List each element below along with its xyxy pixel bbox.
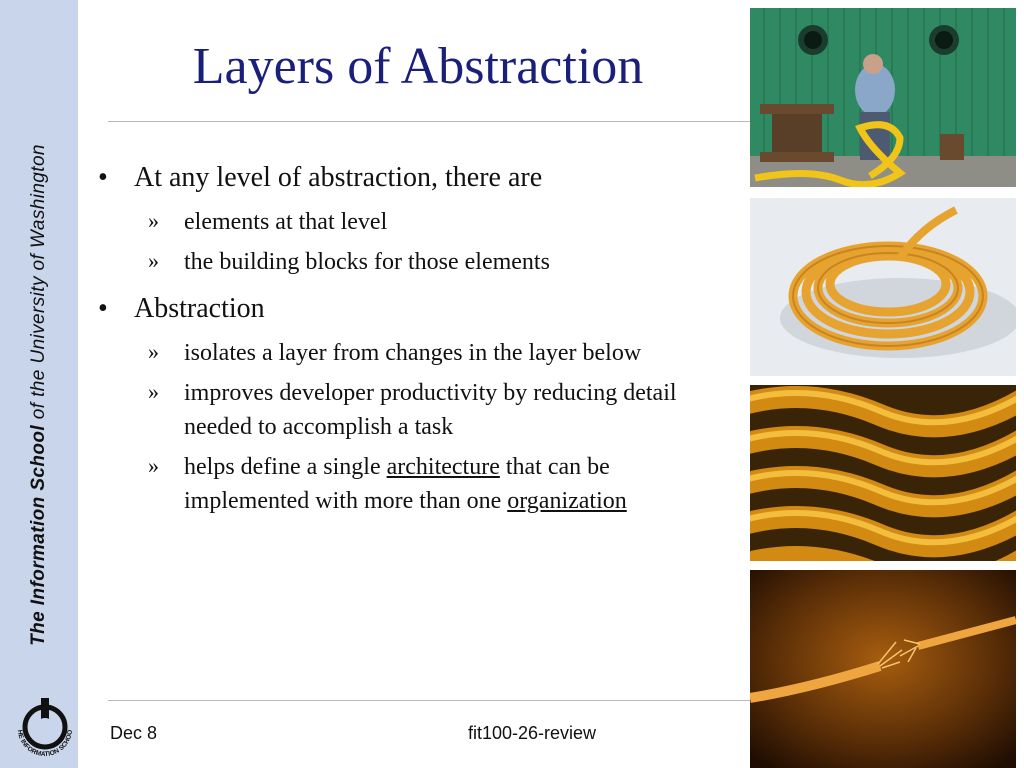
sub-item: » isolates a layer from changes in the layer below xyxy=(96,336,736,370)
svg-text:THE INFORMATION SCHOOL: HE INFORMATION SCHOO xyxy=(15,729,75,759)
rope-strands-closeup-photo xyxy=(750,385,1016,561)
architecture-link[interactable]: architecture xyxy=(386,454,500,481)
title-divider xyxy=(108,121,750,122)
sub-mark: » xyxy=(148,208,159,233)
sidebar xyxy=(0,0,78,768)
organization-link[interactable]: organization xyxy=(507,488,627,515)
sub-mark: » xyxy=(148,453,159,479)
bullet-mark: • xyxy=(98,293,108,325)
slide-content xyxy=(96,160,736,525)
school-name-vertical: The Information School of the University of Washington xyxy=(28,144,49,646)
sub-mark: » xyxy=(148,339,159,365)
information-school-logo xyxy=(10,692,80,762)
sub-mark: » xyxy=(148,248,159,274)
bullet-item: • At any level of abstraction, there are xyxy=(98,162,543,193)
sub-item: » the building blocks for those elements xyxy=(96,245,736,279)
coiled-rope-photo xyxy=(750,198,1016,376)
sub-item: » helps define a single architecture that can be implemented with more than one organization xyxy=(96,450,736,518)
footer-date: Dec 8 xyxy=(110,723,158,743)
bullet-item: • Abstraction xyxy=(98,293,265,325)
frayed-rope-photo xyxy=(750,570,1016,768)
bullet-mark: • xyxy=(98,162,108,193)
slide-title: Layers of Abstraction xyxy=(192,38,644,95)
footer-divider xyxy=(108,700,750,701)
sub-item: » elements at that level xyxy=(96,205,736,239)
sub-mark: » xyxy=(148,379,159,405)
man-coiling-rope-photo xyxy=(750,8,1016,187)
sub-item: » improves developer productivity by reducing detail needed to accomplish a task xyxy=(96,376,736,444)
footer-code: fit100-26-review xyxy=(468,723,597,743)
